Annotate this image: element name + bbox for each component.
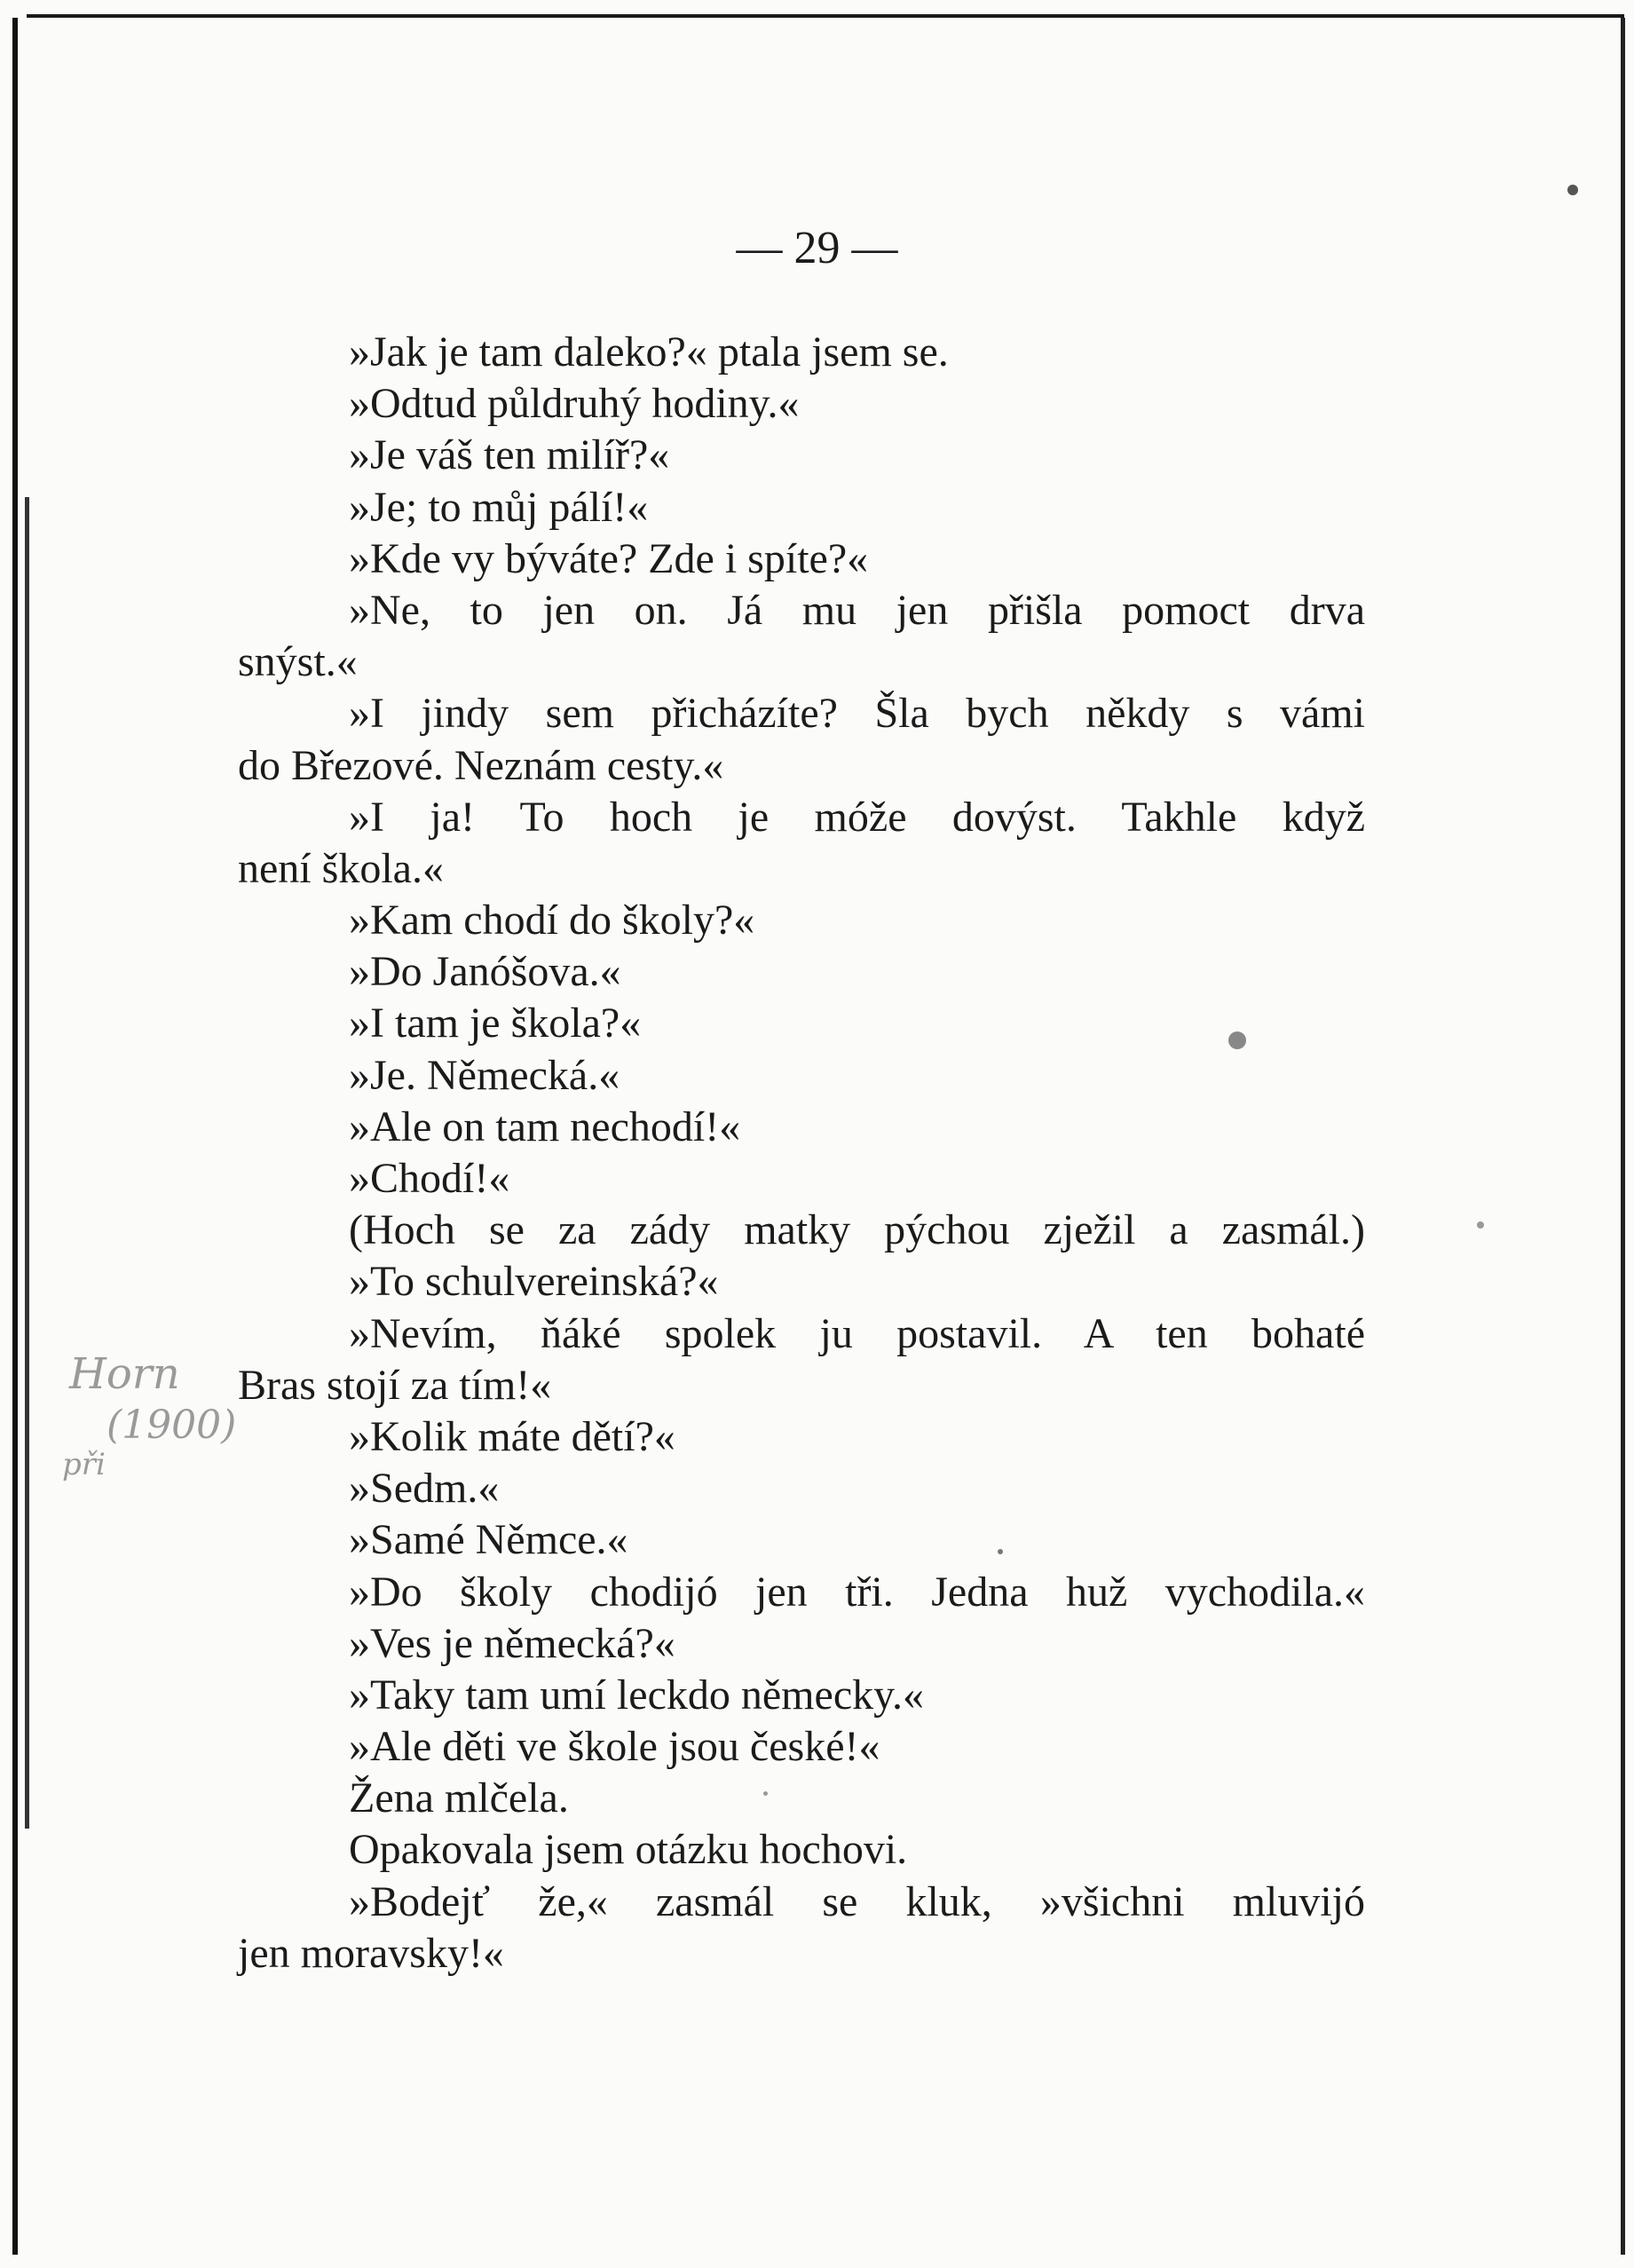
- text-line: Bras stojí za tím!«: [238, 1361, 552, 1409]
- margin-note-line-3: při: [62, 1447, 106, 1482]
- page-number: — 29 —: [736, 223, 898, 273]
- text-line: není škola.«: [238, 844, 444, 892]
- paper-speck: [1477, 1221, 1484, 1229]
- text-line: »Bodejť že,« zasmál se kluk, »všichni mluvijó: [349, 1877, 1365, 1925]
- scan-edge-top: [27, 14, 1624, 18]
- paper-speck: [1228, 1031, 1246, 1049]
- text-line: »Chodí!«: [349, 1155, 510, 1202]
- text-line: (Hoch se za zády matky pýchou zježil a zasmál.): [349, 1206, 1365, 1254]
- text-line: »To schulvereinská?«: [349, 1258, 719, 1306]
- text-line: »I tam je škola?«: [349, 1000, 642, 1047]
- text-line: »Odtud půldruhý hodiny.«: [349, 380, 800, 428]
- text-line: »Ne, to jen on. Já mu jen přišla pomoct drva: [349, 586, 1365, 634]
- text-line: »Ale on tam nechodí!«: [349, 1102, 741, 1150]
- text-line: »Kolik máte dětí?«: [349, 1412, 675, 1460]
- handwritten-margin-note: [62, 1349, 328, 1527]
- text-line: »Nevím, ňáké spolek ju postavil. A ten bohaté: [349, 1309, 1365, 1357]
- text-line: »Samé Němce.«: [349, 1516, 628, 1564]
- text-line: jen moravsky!«: [238, 1929, 504, 1977]
- page-text: [238, 327, 1365, 1980]
- text-line: »Je váš ten milíř?«: [349, 431, 670, 479]
- text-line: »Je; to můj pálí!«: [349, 483, 649, 531]
- text-line: »Sedm.«: [349, 1465, 500, 1513]
- text-line: do Březové. Neznám cesty.«: [238, 741, 724, 789]
- paper-speck: [998, 1549, 1003, 1554]
- text-line: »Kam chodí do školy?«: [349, 897, 755, 944]
- paper-speck: [763, 1791, 768, 1796]
- text-line: snýst.«: [238, 638, 358, 686]
- text-line: »Ale děti ve škole jsou české!«: [349, 1723, 880, 1771]
- text-line: »Do Janóšova.«: [349, 948, 621, 996]
- text-line: »Ves je německá?«: [349, 1619, 675, 1667]
- paper-speck: [1567, 185, 1578, 195]
- text-line: »Kde vy býváte? Zde i spíte?«: [349, 534, 869, 582]
- scan-edge-left: [12, 18, 18, 2255]
- text-line: »Taky tam umí leckdo německy.«: [349, 1671, 924, 1719]
- margin-note-line-2: (1900): [107, 1403, 237, 1448]
- text-line: »Do školy chodijó jen tři. Jedna huž vychodila.«: [349, 1568, 1365, 1616]
- scan-edge-right: [1621, 18, 1625, 2255]
- text-line: »I ja! To hoch je móže dovýst. Takhle když: [349, 793, 1365, 841]
- text-line: Žena mlčela.: [349, 1774, 569, 1822]
- text-line: »Jak je tam daleko?« ptala jsem se.: [349, 328, 949, 375]
- text-line: »Je. Německá.«: [349, 1051, 620, 1099]
- text-line: »I jindy sem přicházíte? Šla bych někdy s vámi: [349, 690, 1365, 738]
- scan-edge-left-inner: [25, 497, 29, 1829]
- text-line: Opakovala jsem otázku hochovi.: [349, 1826, 908, 1874]
- margin-note-line-1: Horn: [69, 1349, 180, 1399]
